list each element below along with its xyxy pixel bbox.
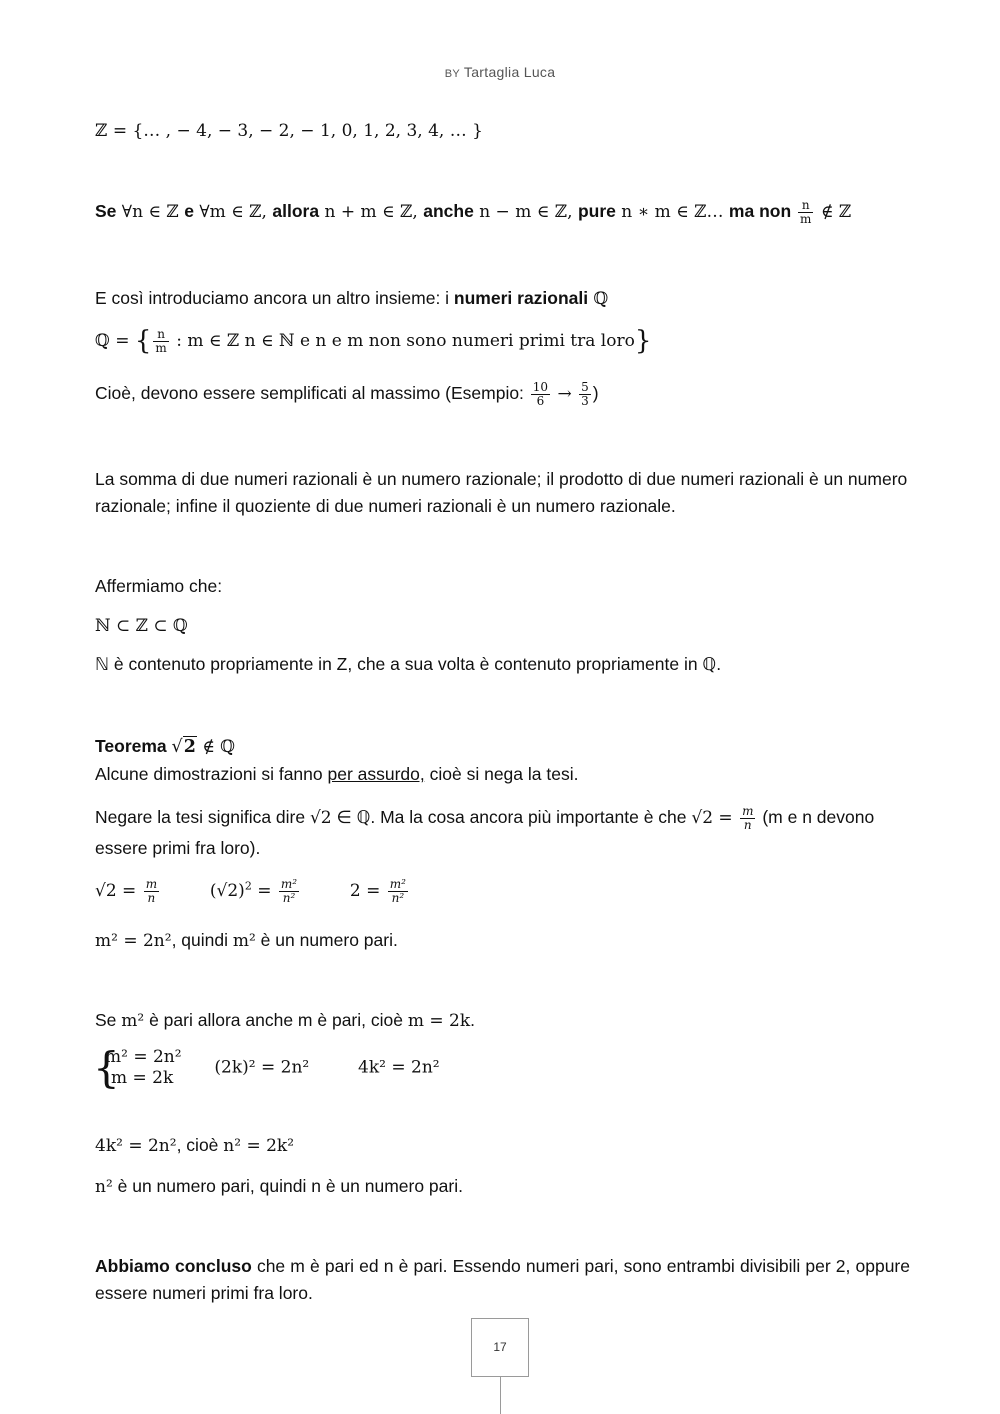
k-p1: , cioè bbox=[176, 1135, 224, 1155]
frac-numerator: n bbox=[153, 328, 168, 342]
frac-denominator: m bbox=[155, 341, 167, 355]
m2-math2: m² bbox=[232, 931, 256, 951]
intro-bold: numeri razionali bbox=[453, 288, 589, 308]
eq1-lhs: √2 = bbox=[95, 881, 142, 901]
negate-sqrt2: √2 bbox=[691, 808, 714, 828]
m2-line bbox=[95, 927, 910, 955]
frac-denominator: m bbox=[800, 211, 812, 226]
frac-numerator: n bbox=[798, 199, 813, 213]
z-set-definition: ℤ = {… , − 4, − 3, − 2, − 1, 0, 1, 2, 3, 4, … } bbox=[95, 121, 483, 141]
se-m2-line bbox=[95, 1007, 910, 1035]
example-fraction-1 bbox=[531, 381, 550, 408]
inclusion-chain: ℕ ⊂ ℤ ⊂ ℚ bbox=[95, 616, 188, 636]
frac-denominator: n² bbox=[391, 891, 405, 905]
frac-denominator: 3 bbox=[581, 393, 589, 408]
closure-e: e bbox=[184, 201, 194, 221]
q-rest: : m ∈ ℤ n ∈ ℕ e n e m non sono numeri primi tra loro bbox=[170, 331, 635, 351]
se-p3: . bbox=[470, 1010, 476, 1030]
theorem-rest: ∉ ℚ bbox=[196, 737, 236, 757]
conclusion-paragraph bbox=[95, 1253, 910, 1307]
q-set-definition bbox=[95, 328, 910, 355]
k-line bbox=[95, 1132, 910, 1160]
absurd-line bbox=[95, 761, 910, 788]
system-row-2: m = 2k bbox=[111, 1068, 174, 1088]
q-lhs: ℚ = bbox=[95, 331, 135, 351]
rational-intro bbox=[95, 285, 910, 313]
closure-p3: n + m ∈ ℤ, bbox=[319, 202, 424, 222]
system-row-1: m² = 2n² bbox=[105, 1047, 182, 1067]
frac-denominator: n bbox=[147, 891, 156, 905]
frac-numerator: m bbox=[742, 803, 754, 818]
closure-p4: n − m ∈ ℤ, bbox=[473, 202, 578, 222]
simplify-close: ) bbox=[592, 383, 599, 403]
k-m2: n² = 2k² bbox=[223, 1136, 295, 1156]
sqrt-symbol: √ bbox=[171, 737, 183, 757]
eq2-eq: = bbox=[251, 881, 277, 901]
arrow: → bbox=[552, 384, 578, 404]
closure-ma-non: ma non bbox=[728, 201, 792, 221]
eq3-fraction bbox=[388, 878, 408, 905]
simplify-text: Cioè, devono essere semplificati al massimo (Esempio: bbox=[95, 383, 529, 403]
open-brace: { bbox=[134, 326, 152, 356]
negate-fraction bbox=[740, 805, 755, 832]
m2-text2: è un numero pari. bbox=[255, 930, 398, 950]
m2-text: , quindi bbox=[171, 930, 233, 950]
sqrt-equations-row bbox=[95, 878, 910, 905]
page-number: 17 bbox=[471, 1318, 529, 1377]
system-eq2: 4k² = 2n² bbox=[358, 1057, 440, 1078]
q-fraction bbox=[153, 328, 168, 355]
inclusion-text: ℕ è contenuto propriamente in Z, che a sua volta è contenuto propriamente in ℚ. bbox=[95, 654, 722, 674]
conclusion-rest: che m è pari ed n è pari. Essendo numeri pari, sono entrambi divisibili per 2, oppure essere numeri primi fra loro. bbox=[95, 1256, 910, 1303]
closure-p1: ∀n ∈ ℤ bbox=[116, 202, 185, 222]
eq2-exponent: 2 bbox=[244, 879, 252, 893]
system-brace: { bbox=[93, 1043, 120, 1092]
sum-paragraph: La somma di due numeri razionali è un numero razionale; il prodotto di due numeri razionali è un numero razionale; infine il quoziente di due numeri razionali è un numero razionale. bbox=[95, 469, 908, 516]
close-brace: } bbox=[634, 326, 652, 356]
frac-denominator: n² bbox=[282, 891, 296, 905]
closure-allora: allora bbox=[272, 201, 320, 221]
closure-fraction bbox=[798, 199, 813, 226]
conclusion-bold: Abbiamo concluso bbox=[95, 1256, 252, 1276]
frac-denominator: 6 bbox=[536, 393, 545, 408]
system-row bbox=[93, 1043, 910, 1092]
frac-numerator: 10 bbox=[532, 379, 549, 394]
absurd-post: cioè si nega la tesi. bbox=[424, 764, 579, 784]
n2-line bbox=[95, 1173, 910, 1201]
eq1-fraction bbox=[144, 878, 159, 905]
negate-p1: Negare la tesi significa dire bbox=[95, 807, 310, 827]
negate-eq: = bbox=[713, 808, 739, 828]
negate-paragraph bbox=[95, 802, 910, 863]
se-p1: Se bbox=[95, 1010, 122, 1030]
closure-statement bbox=[95, 198, 910, 226]
system-eq1: (2k)² = 2n² bbox=[214, 1057, 310, 1078]
simplify-example bbox=[95, 380, 910, 408]
eq2-fraction bbox=[279, 878, 299, 905]
sqrt-2 bbox=[172, 736, 197, 757]
negate-sqrt1: √2 bbox=[309, 808, 332, 828]
frac-numerator: 5 bbox=[581, 379, 589, 394]
sqrt-radicand: 2 bbox=[183, 737, 196, 757]
closure-pure: pure bbox=[577, 201, 616, 221]
absurd-pre: Alcune dimostrazioni si fanno bbox=[95, 764, 328, 784]
eq3-lhs: 2 = bbox=[349, 881, 386, 901]
closure-p5: n ∗ m ∈ ℤ… bbox=[615, 202, 729, 222]
theorem-label: Teorema bbox=[95, 736, 167, 756]
negate-p2: ∈ ℚ. Ma la cosa ancora più importante è che bbox=[331, 807, 692, 827]
intro-text: E così introduciamo ancora un altro insieme: i bbox=[95, 288, 454, 308]
theorem-title bbox=[95, 733, 910, 761]
negate-p3: (m e n devono essere primi fra loro). bbox=[95, 807, 875, 858]
closure-p2: ∀m ∈ ℤ, bbox=[193, 202, 273, 222]
closure-se: Se bbox=[95, 201, 117, 221]
page-number-line bbox=[500, 1376, 501, 1414]
page-header bbox=[0, 64, 1000, 80]
frac-numerator: m² bbox=[389, 877, 406, 891]
eq2-lhs: (√2) bbox=[209, 881, 245, 901]
closure-p6: ∉ ℤ bbox=[815, 202, 852, 222]
n2-m1: n² bbox=[95, 1177, 113, 1197]
frac-numerator: m² bbox=[280, 877, 298, 891]
se-m2: m = 2k bbox=[407, 1011, 471, 1031]
absurd-underlined: per assurdo, bbox=[327, 764, 425, 784]
n2-p1: è un numero pari, quindi n è un numero pari. bbox=[112, 1176, 463, 1196]
affermiamo: Affermiamo che: bbox=[95, 576, 223, 596]
closure-anche: anche bbox=[423, 201, 474, 221]
header-prefix: BY bbox=[444, 68, 460, 80]
intro-symbol: ℚ bbox=[588, 289, 609, 309]
header-author: Tartaglia Luca bbox=[463, 64, 556, 80]
frac-numerator: m bbox=[145, 877, 158, 891]
se-p2: è pari allora anche m è pari, cioè bbox=[144, 1010, 408, 1030]
frac-denominator: n bbox=[743, 817, 752, 832]
k-m1: 4k² = 2n² bbox=[95, 1136, 177, 1156]
se-m1: m² bbox=[121, 1011, 145, 1031]
m2-math: m² = 2n² bbox=[95, 931, 172, 951]
equation-system bbox=[93, 1043, 182, 1092]
example-fraction-2 bbox=[579, 381, 591, 408]
